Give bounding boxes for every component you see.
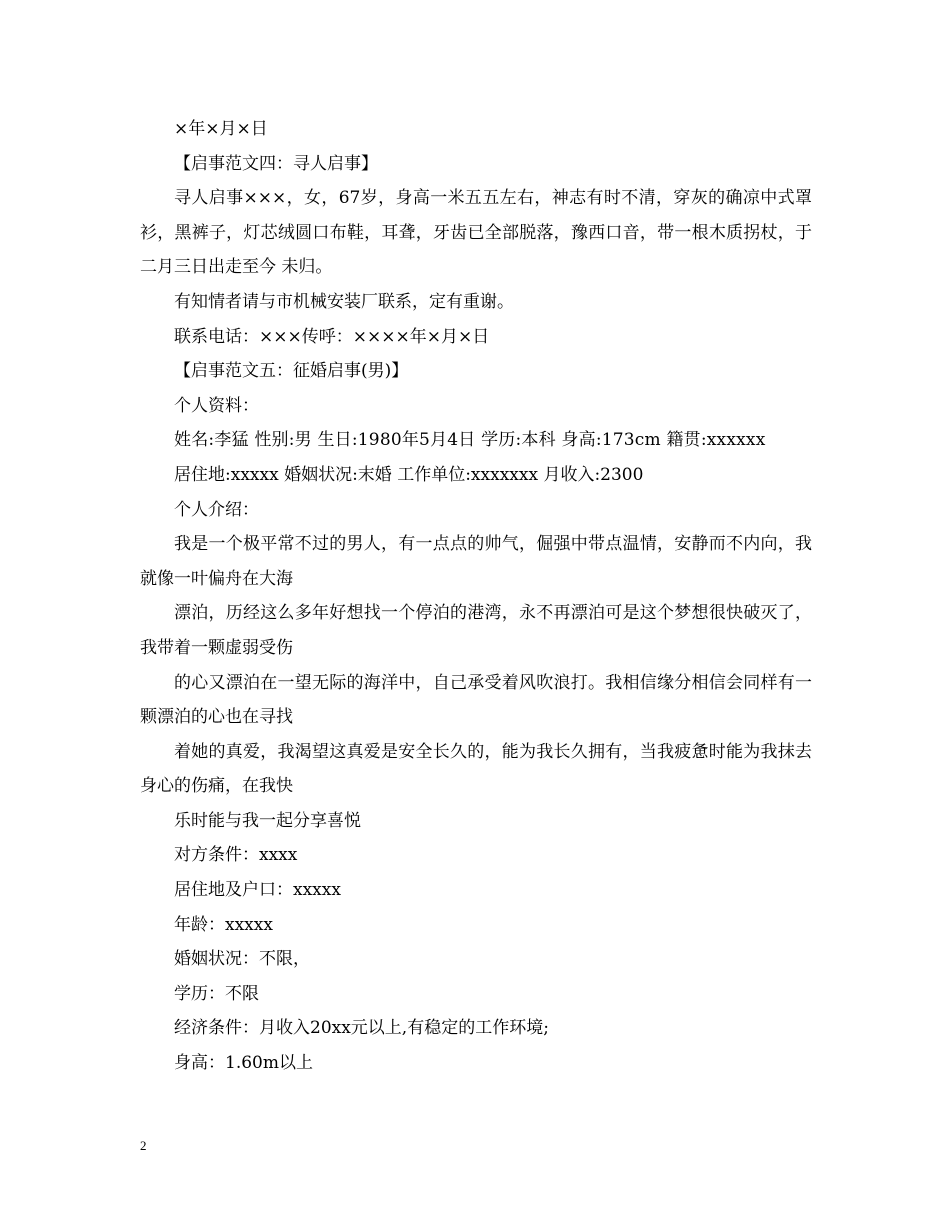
self-intro-paragraph-1: 我是一个极平常不过的男人，有一点点的帅气，倔强中带点温情，安静而不内向，我就像一叶偏舟在大海 bbox=[140, 534, 812, 589]
personal-info-details: 姓名:李猛 性别:男 生日:1980年5月4日 学历:本科 身高:173cm 籍贯:xxxxxx bbox=[174, 430, 766, 451]
date-line: ×年×月×日 bbox=[174, 119, 268, 139]
section-heading-marriage: 【启事范文五：征婚启事(男)】 bbox=[174, 361, 409, 382]
contact-phone: 联系电话：×××传呼：××××年×月×日 bbox=[174, 326, 490, 347]
self-intro-paragraph-5: 乐时能与我一起分享喜悦 bbox=[174, 810, 361, 831]
partner-residence: 居住地及户口：xxxxx bbox=[174, 880, 341, 901]
self-intro-paragraph-2: 漂泊，历经这么多年好想找一个停泊的港湾，永不再漂泊可是这个梦想很快破灭了，我带着一颗虚弱受伤 bbox=[140, 603, 812, 658]
personal-info-label: 个人资料： bbox=[174, 395, 259, 416]
partner-age: 年龄：xxxxx bbox=[174, 914, 273, 935]
partner-conditions: 对方条件：xxxx bbox=[174, 845, 298, 866]
partner-education: 学历：不限 bbox=[174, 983, 259, 1004]
page-number: 2 bbox=[140, 1138, 147, 1153]
residence-info: 居住地:xxxxx 婚姻状况:末婚 工作单位:xxxxxxx 月收入:2300 bbox=[174, 464, 644, 485]
partner-economic-conditions: 经济条件：月收入20xx元以上,有稳定的工作环境; bbox=[174, 1018, 549, 1039]
document-body bbox=[140, 112, 812, 1081]
partner-marital-status: 婚姻状况：不限， bbox=[174, 949, 310, 970]
missing-person-description: 寻人启事×××，女，67岁，身高一米五五左右，神志有时不清，穿灰的确凉中式罩衫，黑裤子，灯芯绒圆口布鞋，耳聋，牙齿已全部脱落，豫西口音，带一根木质拐杖，于二月三日出走至今 未归。 bbox=[140, 188, 812, 278]
contact-request: 有知情者请与市机械安装厂联系，定有重谢。 bbox=[174, 291, 514, 312]
self-intro-paragraph-3: 的心又漂泊在一望无际的海洋中，自己承受着风吹浪打。我相信缘分相信会同样有一颗漂泊的心也在寻找 bbox=[140, 672, 812, 728]
section-heading-missing-person: 【启事范文四：寻人启事】 bbox=[174, 153, 378, 174]
self-intro-paragraph-4: 着她的真爱，我渴望这真爱是安全长久的，能为我长久拥有，当我疲惫时能为我抹去身心的伤痛，在我快 bbox=[140, 741, 812, 797]
partner-height: 身高：1.60m以上 bbox=[174, 1053, 313, 1074]
self-intro-label: 个人介绍： bbox=[174, 499, 259, 520]
